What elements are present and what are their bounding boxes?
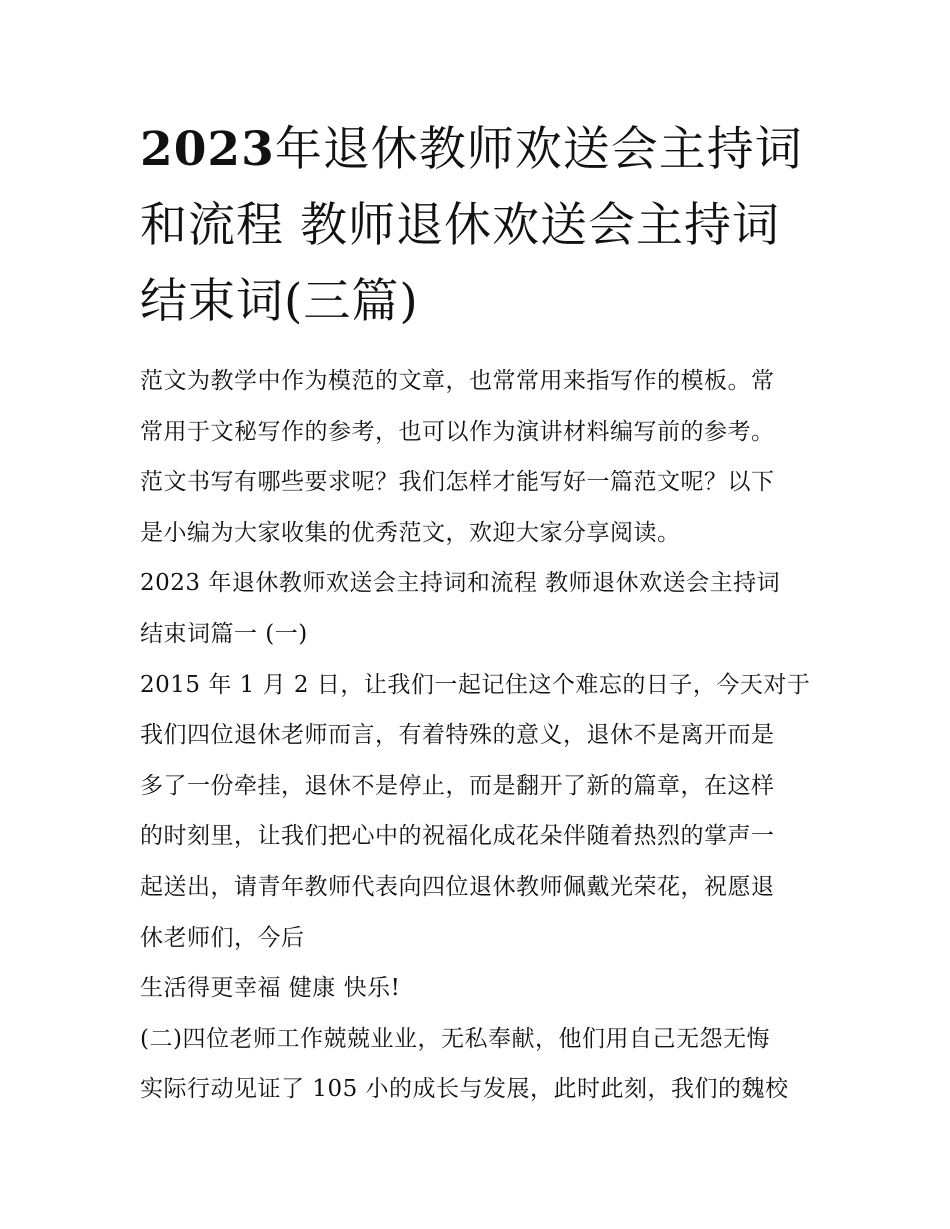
- text-line: 多了一份牵挂，退休不是停止，而是翻开了新的篇章，在这样: [140, 772, 775, 799]
- document-title: [140, 112, 820, 340]
- text-line: 2015 年 1 月 2 日，让我们一起记住这个难忘的日子，今天对于: [140, 671, 811, 698]
- text-line: (二)四位老师工作兢兢业业，无私奉献，他们用自己无怨无悔: [140, 1025, 770, 1052]
- title-line-1: [140, 112, 820, 188]
- text-line: 范文书写有哪些要求呢？我们怎样才能写好一篇范文呢？以下: [140, 469, 775, 496]
- text-line: 休老师们，今后: [140, 924, 305, 951]
- document-body: [140, 356, 820, 1115]
- text-line: 我们四位退休老师而言，有着特殊的意义，退休不是离开而是: [140, 722, 775, 749]
- text-line: 是小编为大家收集的优秀范文，欢迎大家分享阅读。: [140, 519, 681, 546]
- text-line: 常用于文秘写作的参考，也可以作为演讲材料编写前的参考。: [140, 418, 775, 445]
- title-year: 2023: [140, 122, 275, 177]
- title-line-3: 结束词(三篇): [140, 274, 419, 329]
- title-line-2: 和流程 教师退休欢送会主持词: [140, 198, 780, 253]
- document-page: [140, 112, 820, 1115]
- text-line: 实际行动见证了 105 小的成长与发展，此时此刻，我们的魏校: [140, 1076, 789, 1103]
- section-heading-line: 结束词篇一 (一): [140, 620, 308, 647]
- text-line: 的时刻里，让我们把心中的祝福化成花朵伴随着热烈的掌声一: [140, 823, 775, 850]
- text-line: 起送出，请青年教师代表向四位退休教师佩戴光荣花，祝愿退: [140, 873, 775, 900]
- section-heading-line: 2023 年退休教师欢送会主持词和流程 教师退休欢送会主持词: [140, 570, 781, 597]
- title-line-1-text: 年退休教师欢送会主持词: [274, 122, 803, 177]
- text-line: 范文为教学中作为模范的文章，也常常用来指写作的模板。常: [140, 368, 775, 394]
- text-line: 生活得更幸福 健康 快乐!: [140, 975, 401, 1002]
